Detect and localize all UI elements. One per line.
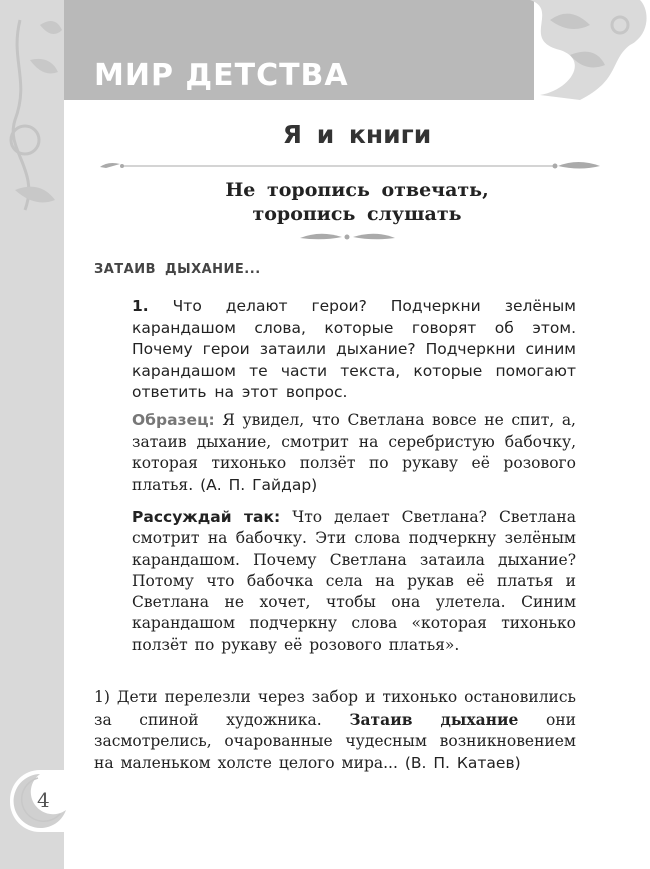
reasoning-block <box>132 507 576 656</box>
reasoning-label: Рассуждай так: <box>132 508 281 526</box>
subtitle-line-1: Не торопись отвечать, <box>225 179 489 201</box>
section-heading: ЗАТАИВ ДЫХАНИЕ... <box>94 262 261 277</box>
page-number: 4 <box>37 788 50 812</box>
subtitle-line-2: торопись слушать <box>252 203 462 225</box>
sample-block <box>132 410 576 496</box>
lesson-subtitle <box>64 178 650 226</box>
sample-label: Образец: <box>132 411 215 429</box>
example-1 <box>94 687 576 774</box>
example-text-after: они засмотрелись, очарованные чудесным возникновением на маленьком холсте целого мира... <box>94 710 576 772</box>
small-ornament-icon <box>300 230 395 244</box>
example-number: 1) <box>94 688 110 706</box>
reasoning-text: Что делает Светлана? Светлана смотрит на бабочку. Эти слова подчеркну зелёным карандашом. Почему Светлана затаила дыхание? Потому что бабочка села на рукав её платья и Светлана не хочет, чтобы она улетела. Синим карандашом подчеркну слова «которая тихонько ползёт по рукаву её розового платья». <box>132 508 576 654</box>
decorative-divider-icon <box>100 160 605 172</box>
sample-author: (А. П. Гайдар) <box>200 475 318 494</box>
lesson-title: Я и книги <box>282 120 432 149</box>
task-text: Что делают герои? Подчеркни зелёным карандашом слова, которые говорят об этом. Почему герои затаили дыхание? Подчеркни синим карандашом те части текста, которые помогают ответить на этот вопрос. <box>132 297 576 401</box>
task-number: 1. <box>132 297 149 315</box>
section-title: МИР ДЕТСТВА <box>94 58 349 93</box>
example-author: (В. П. Катаев) <box>404 753 521 772</box>
floral-ornament-right-icon <box>500 0 650 100</box>
example-text-before: Дети перелезли через забор и тихонько остановились за спиной художника. <box>94 688 576 729</box>
example-bold-phrase: Затаив дыхание <box>349 709 519 729</box>
sample-text: Я увидел, что Светлана вовсе не спит, а, затаив дыхание, смотрит на серебристую бабочку, которая тихонько ползёт по рукаву её розового платья. <box>132 411 576 494</box>
task-1 <box>132 296 576 404</box>
